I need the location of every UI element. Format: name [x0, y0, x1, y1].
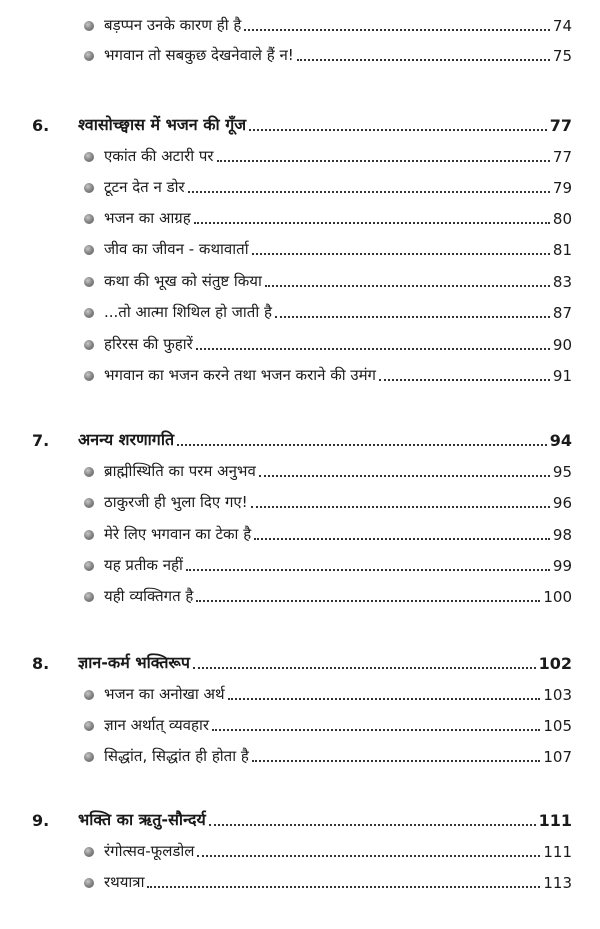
- entry-page-number: 99: [552, 557, 572, 575]
- section-entry: [78, 428, 572, 450]
- entry-title: जीव का जीवन - कथावार्ता: [104, 240, 249, 258]
- bullet-icon: [84, 878, 94, 888]
- dot-leader: [209, 824, 536, 826]
- entry-page-number: 107: [543, 748, 572, 766]
- dot-leader: [259, 475, 550, 477]
- toc-entry[interactable]: [0, 360, 600, 390]
- entry-line: [104, 271, 572, 291]
- entry-line: [104, 715, 572, 735]
- bullet-icon: [84, 51, 94, 61]
- entry-line: [104, 15, 572, 35]
- dot-leader: [196, 348, 550, 350]
- toc-entry[interactable]: [0, 867, 600, 897]
- entry-page-number: 90: [552, 336, 572, 354]
- toc-entry[interactable]: [0, 581, 600, 611]
- dot-leader: [212, 729, 540, 731]
- toc-entry[interactable]: [0, 329, 600, 359]
- dot-leader: [379, 379, 550, 381]
- entry-title: यही व्यक्तिगत है: [104, 587, 194, 605]
- toc-entry[interactable]: [0, 487, 600, 517]
- entry-page-number: 83: [552, 273, 572, 291]
- entry-line: [104, 45, 572, 65]
- toc-entry[interactable]: [0, 297, 600, 327]
- entry-line: [104, 841, 572, 861]
- entry-page-number: 74: [552, 17, 572, 35]
- section-title: अनन्य शरणागति: [78, 430, 175, 449]
- entry-title: टूटन देत न डोर: [104, 178, 185, 196]
- toc-entry[interactable]: [0, 836, 600, 866]
- section-heading[interactable]: [0, 110, 600, 140]
- entry-page-number: 75: [552, 47, 572, 65]
- dot-leader: [251, 506, 550, 508]
- entry-line: [104, 239, 572, 259]
- bullet-icon: [84, 340, 94, 350]
- toc-entry[interactable]: [0, 679, 600, 709]
- entry-page-number: 105: [543, 717, 572, 735]
- bullet-icon: [84, 308, 94, 318]
- entry-line: [104, 746, 572, 766]
- toc-entry[interactable]: [0, 234, 600, 264]
- section-heading[interactable]: [0, 805, 600, 835]
- entry-title: एकांत की अटारी पर: [104, 147, 214, 165]
- toc-entry[interactable]: [0, 203, 600, 233]
- entry-title: रंगोत्सव-फूलडोल: [104, 842, 195, 860]
- section-page-number: 77: [549, 116, 572, 135]
- bullet-icon: [84, 214, 94, 224]
- entry-page-number: 96: [552, 494, 572, 512]
- toc-entry[interactable]: [0, 519, 600, 549]
- entry-line: [104, 365, 572, 385]
- section-entry: [78, 113, 572, 135]
- section-page-number: 94: [549, 431, 572, 450]
- bullet-icon: [84, 530, 94, 540]
- bullet-icon: [84, 498, 94, 508]
- dot-leader: [252, 253, 550, 255]
- entry-title: हरिरस की फुहारें: [104, 335, 193, 353]
- entry-line: [104, 208, 572, 228]
- entry-line: [104, 461, 572, 481]
- dot-leader: [252, 760, 541, 762]
- bullet-icon: [84, 245, 94, 255]
- entry-line: [104, 177, 572, 197]
- section-title: श्वासोच्छ्वास में भजन की गूँज: [78, 115, 247, 134]
- entry-line: [104, 334, 572, 354]
- dot-leader: [197, 855, 540, 857]
- entry-title: सिद्धांत, सिद्धांत ही होता है: [104, 747, 249, 765]
- bullet-icon: [84, 690, 94, 700]
- bullet-icon: [84, 183, 94, 193]
- entry-page-number: 103: [543, 686, 572, 704]
- toc-entry[interactable]: [0, 40, 600, 70]
- entry-title: कथा की भूख को संतुष्ट किया: [104, 272, 262, 290]
- toc-entry[interactable]: [0, 10, 600, 40]
- section-number: 7.: [32, 431, 50, 450]
- section-title: भक्ति का ऋतु-सौन्दर्य: [78, 810, 206, 829]
- entry-line: [104, 684, 572, 704]
- bullet-icon: [84, 152, 94, 162]
- dot-leader: [177, 444, 547, 446]
- dot-leader: [217, 160, 550, 162]
- entry-title: यह प्रतीक नहीं: [104, 556, 183, 574]
- entry-title: ठाकुरजी ही भुला दिए गए!: [104, 493, 248, 511]
- dot-leader: [188, 191, 550, 193]
- entry-title: भगवान का भजन करने तथा भजन कराने की उमंग: [104, 366, 376, 384]
- bullet-icon: [84, 277, 94, 287]
- section-heading[interactable]: [0, 648, 600, 678]
- toc-entry[interactable]: [0, 710, 600, 740]
- entry-title: रथयात्रा: [104, 873, 145, 891]
- entry-page-number: 95: [552, 463, 572, 481]
- bullet-icon: [84, 21, 94, 31]
- section-entry: [78, 651, 572, 673]
- entry-page-number: 87: [552, 304, 572, 322]
- entry-line: [104, 872, 572, 892]
- entry-page-number: 81: [552, 241, 572, 259]
- entry-title: मेरे लिए भगवान का टेका है: [104, 525, 252, 543]
- entry-page-number: 98: [552, 526, 572, 544]
- toc-entry[interactable]: [0, 266, 600, 296]
- section-number: 8.: [32, 654, 50, 673]
- entry-title: ज्ञान अर्थात् व्यवहार: [104, 716, 209, 734]
- entry-line: [104, 555, 572, 575]
- section-number: 6.: [32, 116, 50, 135]
- entry-line: [104, 146, 572, 166]
- dot-leader: [147, 886, 540, 888]
- dot-leader: [297, 59, 550, 61]
- dot-leader: [244, 29, 550, 31]
- entry-page-number: 113: [543, 874, 572, 892]
- dot-leader: [196, 600, 540, 602]
- dot-leader: [193, 667, 536, 669]
- bullet-icon: [84, 847, 94, 857]
- toc-entry[interactable]: [0, 172, 600, 202]
- entry-page-number: 80: [552, 210, 572, 228]
- entry-title: भगवान तो सबकुछ देखनेवाले हैं न!: [104, 46, 294, 64]
- entry-line: [104, 586, 572, 606]
- section-heading[interactable]: [0, 425, 600, 455]
- entry-line: [104, 302, 572, 322]
- dot-leader: [228, 698, 541, 700]
- section-number: 9.: [32, 811, 50, 830]
- entry-page-number: 79: [552, 179, 572, 197]
- entry-title: ब्राह्मीस्थिति का परम अनुभव: [104, 462, 256, 480]
- dot-leader: [186, 569, 550, 571]
- entry-page-number: 100: [543, 588, 572, 606]
- bullet-icon: [84, 752, 94, 762]
- section-page-number: 102: [538, 654, 572, 673]
- dot-leader: [265, 285, 550, 287]
- entry-title: भजन का आग्रह: [104, 209, 191, 227]
- entry-page-number: 91: [552, 367, 572, 385]
- dot-leader: [254, 538, 550, 540]
- dot-leader: [249, 129, 547, 131]
- section-entry: [78, 808, 572, 830]
- dot-leader: [194, 222, 550, 224]
- bullet-icon: [84, 592, 94, 602]
- dot-leader: [275, 316, 550, 318]
- entry-page-number: 111: [543, 843, 572, 861]
- section-title: ज्ञान-कर्म भक्तिरूप: [78, 653, 190, 672]
- bullet-icon: [84, 371, 94, 381]
- bullet-icon: [84, 467, 94, 477]
- entry-line: [104, 524, 572, 544]
- entry-line: [104, 492, 572, 512]
- toc-entry[interactable]: [0, 550, 600, 580]
- entry-title: बड़प्पन उनके कारण ही है: [104, 16, 242, 34]
- bullet-icon: [84, 721, 94, 731]
- toc-entry[interactable]: [0, 456, 600, 486]
- bullet-icon: [84, 561, 94, 571]
- section-page-number: 111: [538, 811, 572, 830]
- entry-page-number: 77: [552, 148, 572, 166]
- entry-title: भजन का अनोखा अर्थ: [104, 685, 225, 703]
- toc-entry[interactable]: [0, 141, 600, 171]
- toc-entry[interactable]: [0, 741, 600, 771]
- entry-title: ...तो आत्मा शिथिल हो जाती है: [104, 303, 272, 321]
